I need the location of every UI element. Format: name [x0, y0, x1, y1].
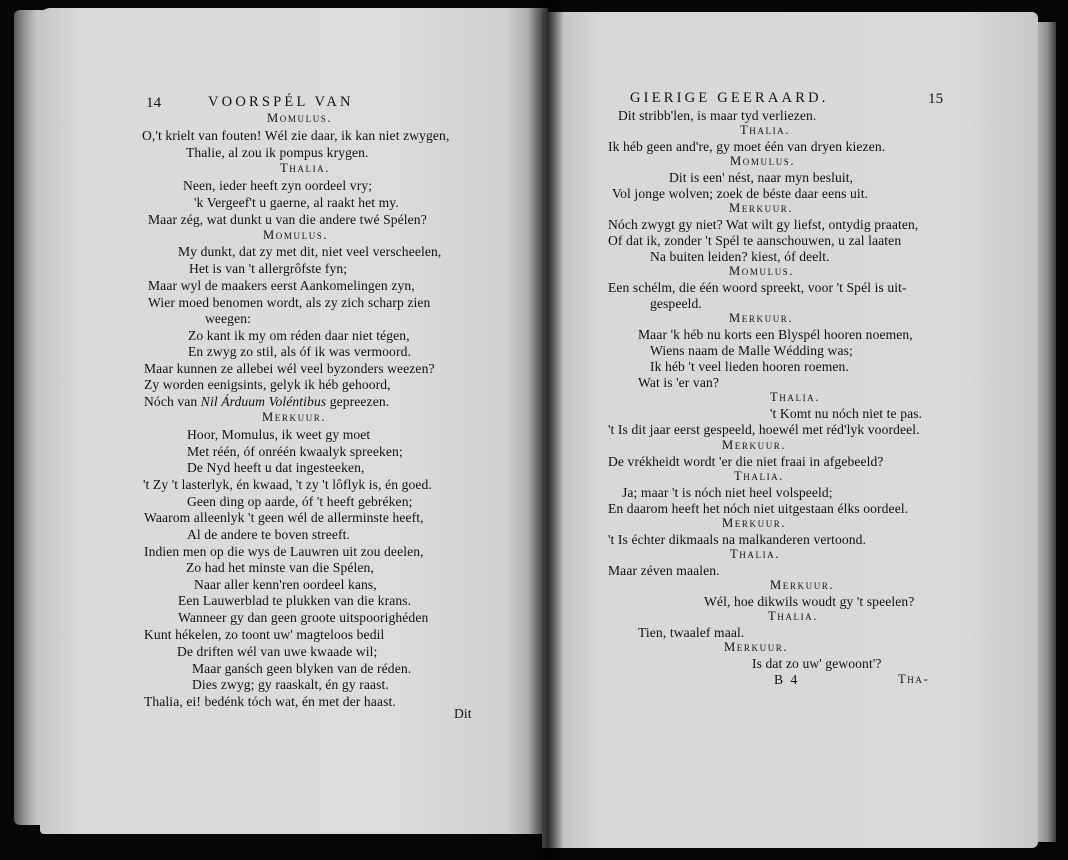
verse-line: Kunt hékelen, zo toont uw' magteloos bedil: [144, 627, 385, 642]
speaker-label: Merkuur.: [729, 201, 794, 215]
speaker-label: Merkuur.: [770, 578, 835, 592]
verse-line: Maar zég, wat dunkt u van die andere twé Spélen?: [148, 212, 427, 227]
verse-line: De driften wél van uwe kwaade wil;: [177, 644, 378, 659]
speaker-label: Thalia.: [770, 390, 821, 404]
verse-line: 't Is dit jaar eerst gespeeld, hoewél met réd'lyk voordeel.: [608, 422, 920, 437]
verse-line: Naar aller kenn'ren oordeel kans,: [194, 577, 377, 592]
verse-line: 't Zy 't lasterlyk, én kwaad, 't zy 't lôflyk is, én goed.: [143, 477, 432, 492]
verse-line: Zo kant ik my om réden daar niet tégen,: [188, 328, 410, 343]
speaker-label: Momulus.: [263, 228, 329, 242]
speaker-label: Thalia.: [768, 609, 819, 623]
verse-line: 't Is échter dikmaals na malkanderen vertoond.: [608, 532, 867, 547]
verse-line: Thalia, ei! bedénk tóch wat, én met der haast.: [144, 694, 396, 709]
verse-line: gespeeld.: [650, 296, 702, 311]
speaker-label: Merkuur.: [724, 640, 789, 654]
verse-line: Maar zéven maalen.: [608, 563, 720, 578]
speaker-label: Momulus.: [729, 264, 795, 278]
verse-line: Wier moed benomen wordt, als zy zich scharp zien: [148, 295, 431, 310]
signature-mark: B 4: [774, 672, 800, 687]
verse-line: Wat is 'er van?: [638, 375, 719, 390]
verse-line: De vrékheidt wordt 'er die niet fraai in afgebeeld?: [608, 454, 884, 469]
verse-line: Maar ganśch geen blyken van de réden.: [192, 661, 412, 676]
speaker-label: Momulus.: [730, 154, 796, 168]
speaker-label: Thalia.: [734, 469, 785, 483]
book-gutter: [528, 0, 564, 860]
verse-line: Ik héb geen and're, gy moet één van dryen kiezen.: [608, 139, 886, 154]
verse-line: Indien men op die wys de Lauwren uit zou deelen,: [144, 544, 424, 559]
verse-line: Hoor, Momulus, ik weet gy moet: [187, 427, 371, 442]
speaker-label: Merkuur.: [722, 438, 787, 452]
verse-line: Met réén, óf onréén kwaalyk spreeken;: [187, 444, 403, 459]
left-page-number: 14: [146, 95, 162, 111]
verse-line: Ik héb 't veel lieden hooren roemen.: [650, 359, 849, 374]
verse-line: Maar wyl de maakers eerst Aankomelingen zyn,: [148, 278, 415, 293]
verse-line: Zy worden eenigsints, gelyk ik héb gehoord,: [144, 377, 391, 392]
left-page: [40, 8, 548, 834]
verse-line: Ja; maar 't is nóch niet heel volspeeld;: [622, 485, 833, 500]
right-page: [542, 12, 1038, 848]
speaker-label: Momulus.: [267, 111, 333, 125]
verse-line: Waarom alleenlyk 't geen wél de allerminste heeft,: [144, 510, 424, 525]
verse-line: Thalie, al zou ik pompus krygen.: [186, 145, 369, 160]
verse-line: Na buiten leiden? kiest, óf deelt.: [650, 249, 830, 264]
verse-line: Het is van 't allergrôfste fyn;: [189, 261, 348, 276]
verse-line: Nóch van Nil Árduum Voléntibus gepreezen.: [144, 394, 390, 409]
verse-line: 'k Vergeef't u gaerne, al raakt het my.: [194, 195, 399, 210]
verse-line: Zo had het minste van die Spélen,: [186, 560, 374, 575]
catchword: Tha-: [898, 672, 930, 686]
speaker-label: Thalia.: [730, 547, 781, 561]
verse-line: My dunkt, dat zy met dit, niet veel verscheelen,: [178, 244, 442, 259]
verse-line: Wiens naam de Malle Wédding was;: [650, 343, 853, 358]
verse-line: Een schélm, die één woord spreekt, voor 't Spél is uit-: [608, 280, 907, 295]
speaker-label: Merkuur.: [722, 516, 787, 530]
motto-italic: Nil Árduum Voléntibus: [200, 394, 327, 409]
verse-line: Maar kunnen ze allebei wél veel byzonders weezen?: [144, 361, 435, 376]
speaker-label: Merkuur.: [729, 311, 794, 325]
verse-line: Dies zwyg; gy raaskalt, én gy raast.: [192, 677, 389, 692]
verse-line: Een Lauwerblad te plukken van die krans.: [178, 593, 412, 608]
verse-line: 't Komt nu nóch niet te pas.: [770, 406, 923, 421]
right-page-number: 15: [928, 91, 944, 107]
verse-line: De Nyd heeft u dat ingesteeken,: [187, 460, 365, 475]
verse-line: Dit is een' nést, naar myn besluit,: [669, 170, 854, 185]
verse-line: Maar 'k héb nu korts een Blyspél hooren noemen,: [638, 327, 913, 342]
verse-line: En daarom heeft het nóch niet uitgestaan élks oordeel.: [608, 501, 909, 516]
verse-line: Nóch zwygt gy niet? Wat wilt gy liefst, ontydig praaten,: [608, 217, 919, 232]
verse-line: Neen, ieder heeft zyn oordeel vry;: [183, 178, 373, 193]
catchword: Dit: [454, 706, 472, 721]
verse-line: Wanneer gy dan geen groote uitspoorighéden: [178, 610, 429, 625]
verse-line: Al de andere te boven streeft.: [187, 527, 351, 542]
verse-line: O,'t krielt van fouten! Wél zie daar, ik kan niet zwygen,: [142, 128, 450, 143]
speaker-label: Merkuur.: [262, 410, 327, 424]
verse-line: Dit stribb'len, is maar tyd verliezen.: [618, 108, 817, 123]
verse-line: Is dat zo uw' gewoont'?: [752, 656, 882, 671]
verse-line: Of dat ik, zonder 't Spél te aanschouwen, u zal laaten: [608, 233, 902, 248]
verse-line: Tien, twaalef maal.: [638, 625, 745, 640]
verse-line: Vol jonge wolven; zoek de béste daar eens uit.: [612, 186, 869, 201]
speaker-label: Thalia.: [280, 161, 331, 175]
verse-line: En zwyg zo stil, als óf ik was vermoord.: [188, 344, 411, 359]
verse-line: weegen:: [205, 311, 251, 326]
verse-line: Geen ding op aarde, óf 't heeft gebréken;: [187, 494, 413, 509]
verse-line: Wél, hoe dikwils woudt gy 't speelen?: [704, 594, 915, 609]
right-running-title: GIERIGE GEERAARD.: [630, 90, 829, 106]
left-running-title: VOORSPÉL VAN: [208, 94, 354, 110]
speaker-label: Thalia.: [740, 123, 791, 137]
